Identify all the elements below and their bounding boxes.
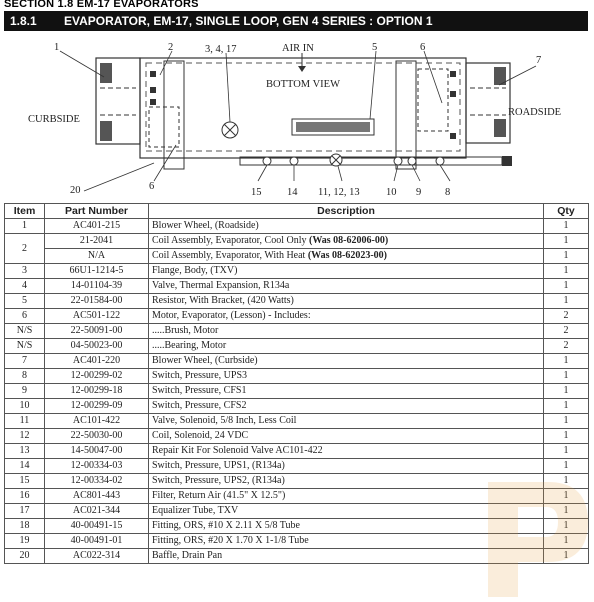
cell-item: 5 [5, 294, 45, 309]
table-row [5, 339, 589, 354]
cell-part: 12-00299-02 [45, 369, 149, 384]
cell-qty: 1 [544, 249, 589, 264]
desc-note: (Was 08-62023-00) [307, 250, 388, 261]
cell-qty: 1 [544, 219, 589, 234]
cell-part: AC022-314 [45, 549, 149, 564]
cell-part: 22-50030-00 [45, 429, 149, 444]
cell-desc: Equalizer Tube, TXV [149, 504, 544, 519]
cell-item: 8 [5, 369, 45, 384]
curbside-label: CURBSIDE [28, 114, 80, 125]
curbside-blower-block [100, 121, 112, 141]
cell-part: AC501-122 [45, 309, 149, 324]
table-row [5, 309, 589, 324]
table-row [5, 369, 589, 384]
cell-qty: 1 [544, 549, 589, 564]
cell-qty: 1 [544, 384, 589, 399]
cell-qty: 1 [544, 519, 589, 534]
air-in-label: AIR IN [282, 43, 314, 54]
cell-item: 14 [5, 459, 45, 474]
cell-qty: 2 [544, 339, 589, 354]
table-row [5, 354, 589, 369]
cell-desc [149, 234, 544, 249]
cell-part: 40-00491-15 [45, 519, 149, 534]
cell-qty: 1 [544, 429, 589, 444]
section-heading: EVAPORATOR, EM-17, SINGLE LOOP, GEN 4 SERIES : OPTION 1 [64, 14, 433, 28]
cell-desc: Valve, Solenoid, 5/8 Inch, Less Coil [149, 414, 544, 429]
cell-desc: Filter, Return Air (41.5" X 12.5") [149, 489, 544, 504]
table-row [5, 399, 589, 414]
cell-desc [149, 249, 544, 264]
table-row [5, 474, 589, 489]
cell-part: 22-01584-00 [45, 294, 149, 309]
bottom-view-label: BOTTOM VIEW [266, 79, 340, 90]
cell-part: AC101-422 [45, 414, 149, 429]
roadside-label: ROADSIDE [508, 107, 562, 118]
cell-item: 3 [5, 264, 45, 279]
cell-desc: Fitting, ORS, #20 X 1.70 X 1-1/8 Tube [149, 534, 544, 549]
cell-item: 13 [5, 444, 45, 459]
cell-item: 4 [5, 279, 45, 294]
header-description: Description [149, 204, 544, 219]
switch-8 [436, 157, 444, 165]
roadside-blower-block [494, 119, 506, 137]
cell-qty: 1 [544, 474, 589, 489]
callout-8: 8 [445, 187, 451, 198]
callout-9: 9 [416, 187, 422, 198]
cell-desc: Switch, Pressure, CFS1 [149, 384, 544, 399]
cell-item: N/S [5, 339, 45, 354]
cell-part: N/A [45, 249, 149, 264]
section-number: 1.8.1 [10, 14, 37, 28]
cell-part: 66U1-1214-5 [45, 264, 149, 279]
cell-qty: 1 [544, 414, 589, 429]
cell-qty: 1 [544, 354, 589, 369]
cell-item: 6 [5, 309, 45, 324]
cell-item: 15 [5, 474, 45, 489]
cell-part: 04-50023-00 [45, 339, 149, 354]
callout-10: 10 [386, 187, 397, 198]
switch-9 [408, 157, 416, 165]
table-row [5, 534, 589, 549]
right-fitting [450, 71, 456, 77]
cell-item: 19 [5, 534, 45, 549]
cell-part: 40-00491-01 [45, 534, 149, 549]
callout-7: 7 [536, 55, 542, 66]
cell-part: 22-50091-00 [45, 324, 149, 339]
cell-desc: Repair Kit For Solenoid Valve AC101-422 [149, 444, 544, 459]
cell-item: 11 [5, 414, 45, 429]
evaporator-diagram [4, 33, 588, 201]
table-header-row [5, 204, 589, 219]
right-motor-housing [396, 61, 416, 169]
cell-desc: Switch, Pressure, UPS3 [149, 369, 544, 384]
cell-part: 12-00299-18 [45, 384, 149, 399]
parts-table [4, 203, 589, 564]
cell-desc: Baffle, Drain Pan [149, 549, 544, 564]
cell-qty: 1 [544, 264, 589, 279]
cell-desc: Valve, Thermal Expansion, R134a [149, 279, 544, 294]
cell-qty: 1 [544, 369, 589, 384]
desc-note: (Was 08-62006-00) [309, 235, 389, 246]
callout-14: 14 [287, 187, 298, 198]
callout-15: 15 [251, 187, 262, 198]
cell-item: N/S [5, 324, 45, 339]
callout-11-12-13: 11, 12, 13 [318, 187, 360, 198]
cell-part: 12-00299-09 [45, 399, 149, 414]
table-row [5, 264, 589, 279]
table-row [5, 444, 589, 459]
cell-item: 12 [5, 429, 45, 444]
cell-desc: Motor, Evaporator, (Lesson) - Includes: [149, 309, 544, 324]
left-fitting [150, 99, 156, 105]
evaporator-inner-frame [146, 63, 460, 151]
cell-qty: 1 [544, 279, 589, 294]
header-qty: Qty [544, 204, 589, 219]
cell-item: 16 [5, 489, 45, 504]
cell-qty: 1 [544, 444, 589, 459]
cell-qty: 1 [544, 489, 589, 504]
table-row [5, 219, 589, 234]
cell-item: 17 [5, 504, 45, 519]
cell-part: AC401-220 [45, 354, 149, 369]
table-row [5, 489, 589, 504]
pipe-end-fitting [502, 156, 512, 166]
resistor-coil [296, 122, 370, 132]
cell-item: 10 [5, 399, 45, 414]
cell-item: 9 [5, 384, 45, 399]
cell-part: 12-00334-02 [45, 474, 149, 489]
left-fitting [150, 71, 156, 77]
cell-item: 7 [5, 354, 45, 369]
cell-desc: Fitting, ORS, #10 X 2.11 X 5/8 Tube [149, 519, 544, 534]
table-row [5, 414, 589, 429]
cell-qty: 2 [544, 324, 589, 339]
table-row [5, 549, 589, 564]
callout-6-bottom: 6 [149, 181, 155, 192]
right-fitting [450, 133, 456, 139]
callout-20: 20 [70, 185, 81, 196]
table-row [5, 459, 589, 474]
cell-qty: 1 [544, 234, 589, 249]
right-fitting [450, 91, 456, 97]
cell-qty: 2 [544, 309, 589, 324]
cell-qty: 1 [544, 399, 589, 414]
cell-item: 1 [5, 219, 45, 234]
cell-qty: 1 [544, 534, 589, 549]
callout-6-top: 6 [420, 42, 426, 53]
cell-part: AC801-443 [45, 489, 149, 504]
table-row [5, 429, 589, 444]
switch-14 [290, 157, 298, 165]
cell-part: AC021-344 [45, 504, 149, 519]
cell-part: AC401-215 [45, 219, 149, 234]
desc-text: Coil Assembly, Evaporator, Cool Only [152, 235, 309, 246]
callout-2: 2 [168, 42, 174, 53]
cell-part: 14-50047-00 [45, 444, 149, 459]
cell-desc: Flange, Body, (TXV) [149, 264, 544, 279]
cell-desc: Resistor, With Bracket, (420 Watts) [149, 294, 544, 309]
cell-desc: Blower Wheel, (Curbside) [149, 354, 544, 369]
header-item: Item [5, 204, 45, 219]
cell-qty: 1 [544, 294, 589, 309]
cell-part: 14-01104-39 [45, 279, 149, 294]
cell-desc: Blower Wheel, (Roadside) [149, 219, 544, 234]
table-row [5, 249, 589, 264]
table-row [5, 504, 589, 519]
table-row [5, 324, 589, 339]
cell-desc: Switch, Pressure, UPS1, (R134a) [149, 459, 544, 474]
left-motor-housing [164, 61, 184, 169]
table-row [5, 279, 589, 294]
cell-desc: Coil, Solenoid, 24 VDC [149, 429, 544, 444]
cell-item: 18 [5, 519, 45, 534]
table-row [5, 234, 589, 249]
callout-1: 1 [54, 42, 60, 53]
cell-desc: Switch, Pressure, CFS2 [149, 399, 544, 414]
callout-5: 5 [372, 42, 378, 53]
callout-3-4-17: 3, 4, 17 [205, 44, 237, 55]
cell-desc: .....Brush, Motor [149, 324, 544, 339]
cell-qty: 1 [544, 459, 589, 474]
right-motor-panel [418, 69, 448, 131]
cell-desc: .....Bearing, Motor [149, 339, 544, 354]
left-fitting [150, 87, 156, 93]
cell-part: 21-2041 [45, 234, 149, 249]
section-header-bar [4, 11, 588, 31]
table-row [5, 294, 589, 309]
table-row [5, 384, 589, 399]
cell-part: 12-00334-03 [45, 459, 149, 474]
cell-qty: 1 [544, 504, 589, 519]
cell-desc: Switch, Pressure, UPS2, (R134a) [149, 474, 544, 489]
header-part-number: Part Number [45, 204, 149, 219]
cell-item: 20 [5, 549, 45, 564]
curbside-blower-block [100, 63, 112, 83]
evaporator-body [140, 58, 466, 158]
table-row [5, 519, 589, 534]
desc-text: Coil Assembly, Evaporator, With Heat [152, 250, 308, 261]
cell-item: 2 [5, 234, 45, 264]
switch-10 [394, 157, 402, 165]
switch-15 [263, 157, 271, 165]
section-title: SECTION 1.8 EM-17 EVAPORATORS [4, 0, 199, 10]
